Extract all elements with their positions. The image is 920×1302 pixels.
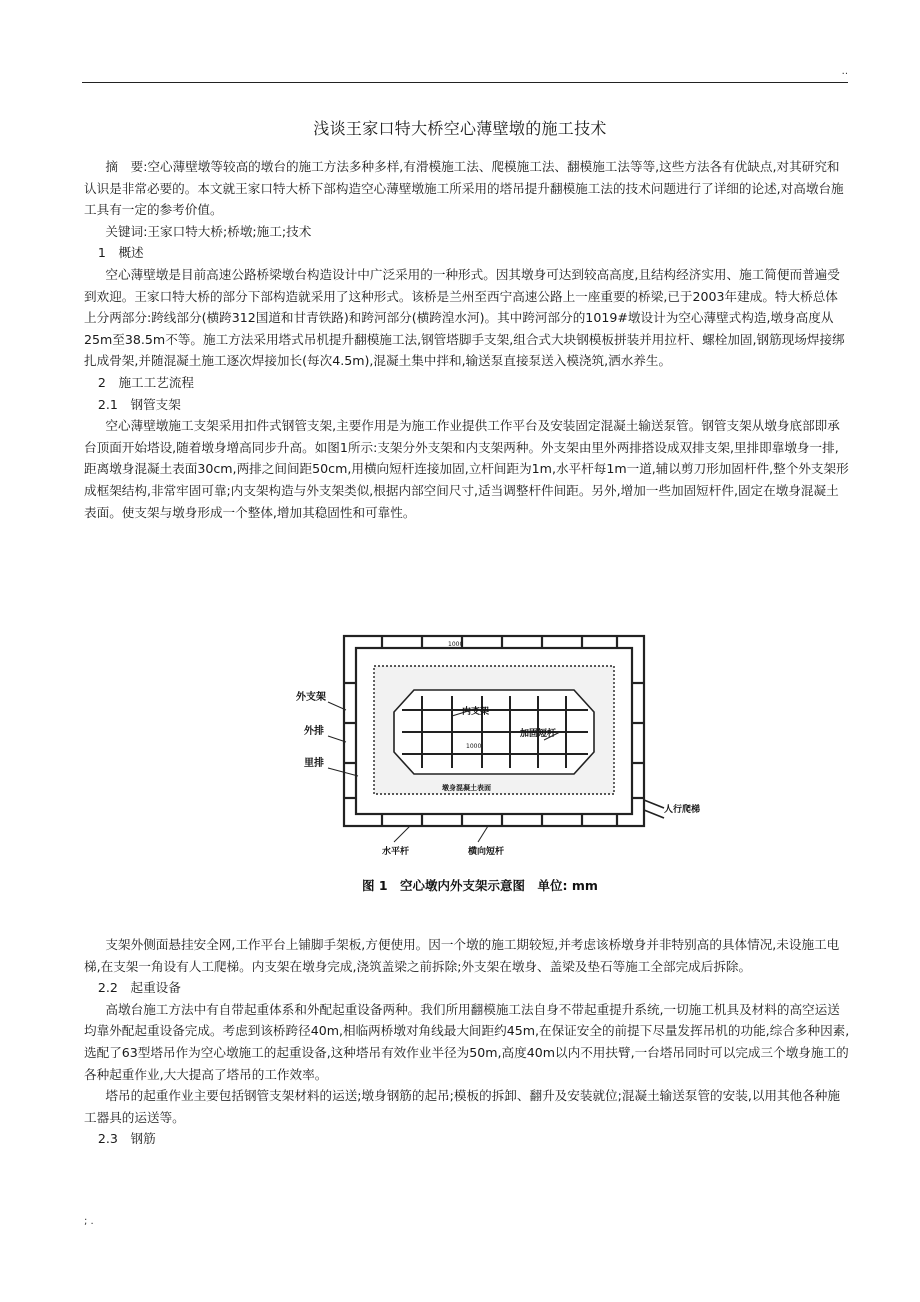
keywords-paragraph: 关键词:王家口特大桥;桥墩;施工;技术 (105, 223, 312, 239)
label-inner-frame: 内支架 (462, 707, 490, 717)
subsection-heading: 2.2 起重设备 (97, 980, 181, 996)
label-inner-row: 里排 (304, 758, 324, 769)
body-paragraph: 空心薄壁墩是目前高速公路桥梁墩台构造设计中广泛采用的一种形式。因其墩身可达到较高高度,且结构经济实用、施工简便而普遍受到欢迎。王家口特大桥的部分下部构造就采用了这种形式。该桥是兰州至西宁高速公路上一座重要的桥梁,已于2003年建成。特大桥总体上分两部分:跨线部分(横跨312国道和甘青铁路)和跨河部分(横跨湟水河)。其中跨河部分的1019#墩设计为空心薄壁式构造,墩身高度从25m至38.5m不等。施工方法采用塔式吊机提升翻模施工法,钢管塔脚手支架,组合式大块钢模板拼装并用拉杆、螺栓加固,钢筋现场焊接绑扎成骨架,并随混凝土施工逐次焊接加长(每次4.5m),混凝土集中拌和,输送泵直接泵送入模浇筑,洒水养生。 (84, 266, 845, 369)
label-outer-frame: 外支架 (296, 692, 326, 703)
label-cross-bar: 横向短杆 (468, 847, 505, 857)
label-dim-inner: 1000 (466, 743, 482, 750)
subsection-heading: 2.3 钢筋 (97, 1131, 156, 1147)
scaffold-diagram (292, 628, 701, 898)
body-paragraph: 空心薄壁墩施工支架采用扣件式钢管支架,主要作用是为施工作业提供工作平台及安装固定混凝土输送泵管。钢管支架从墩身底部即承台顶面开始塔设,随着墩身增高同步升高。如图1所示:支架分外支架和内支架两种。外支架由里外两排搭设成双排支架,里排即靠墩身一排,距离墩身混凝土表面30cm,两排之间间距50cm,用横向短杆连接加固,立杆间距为1m,水平杆每1m一道,辅以剪刀形加固杆件,整个外支架形成框架结构,非常牢固可靠;内支架构造与外支架类似,根据内部空间尺寸,适当调整杆件间距。另外,增加一些加固短杆件,固定在墩身混凝土表面。使支架与墩身形成一个整体,增加其稳固性和可靠性。 (84, 418, 849, 520)
header-rule (82, 82, 848, 83)
label-brace: 加固短杆 (520, 729, 557, 739)
label-dim-top: 1000 (448, 641, 464, 648)
body-paragraph: 高墩台施工方法中有自带起重体系和外配起重设备两种。我们所用翻模施工法自身不带起重提升系统,一切施工机具及材料的高空运送均靠外配起重设备完成。考虑到该桥跨径40m,相临两桥墩对角线最大间距约45m,在保证安全的前提下尽量发挥吊机的功能,综合多种因素,选配了63型塔吊作为空心墩施工的起重设备,这种塔吊有效作业半径为50m,高度40m以内不用扶臂,一台塔吊同时可以完成三个墩身施工的各种起重作业,大大提高了塔吊的工作效率。 (84, 1001, 850, 1082)
figure-caption: 图 1 空心墩内外支架示意图 单位: mm (362, 878, 598, 893)
section-heading: 2 施工工艺流程 (97, 374, 195, 390)
body-paragraph: 支架外侧面悬挂安全网,工作平台上铺脚手架板,方便使用。因一个墩的施工期较短,并考虑该桥墩身并非特别高的具体情况,未设施工电梯,在支架一角设有人工爬梯。内支架在墩身完成,浇筑盖梁之前拆除;外支架在墩身、盖梁及垫石等施工全部完成后拆除。 (84, 937, 840, 974)
label-horizontal-bar: 水平杆 (382, 847, 410, 857)
ladder-icon (644, 800, 664, 818)
body-bottom (84, 934, 850, 1150)
page-title: 浅谈王家口特大桥空心薄壁墩的施工技术 (313, 119, 607, 138)
subsection-heading: 2.1 钢管支架 (97, 396, 181, 412)
footer-mark: ; . (84, 1216, 94, 1227)
body-paragraph: 塔吊的起重作业主要包括钢管支架材料的运送;墩身钢筋的起吊;模板的拆卸、翻升及安装就位;混凝土输送泵管的安装,以用其他各种施工器具的运送等。 (84, 1088, 840, 1125)
label-pier-surface: 墩身混凝土表面 (442, 784, 491, 792)
label-outer-row: 外排 (304, 726, 324, 737)
body-top (84, 156, 850, 523)
header-mark: .. (841, 66, 848, 77)
abstract-paragraph: 摘 要:空心薄壁墩等较高的墩台的施工方法多种多样,有滑模施工法、爬模施工法、翻模施工法等等,这些方法各有优缺点,对其研究和认识是非常必要的。本文就王家口特大桥下部构造空心薄壁墩施工所采用的塔吊提升翻模施工法的技术问题进行了详细的论述,对高墩台施工具有一定的参考价值。 (84, 159, 844, 218)
section-heading: 1 概述 (97, 245, 144, 261)
label-ladder: 人行爬梯 (664, 805, 701, 815)
